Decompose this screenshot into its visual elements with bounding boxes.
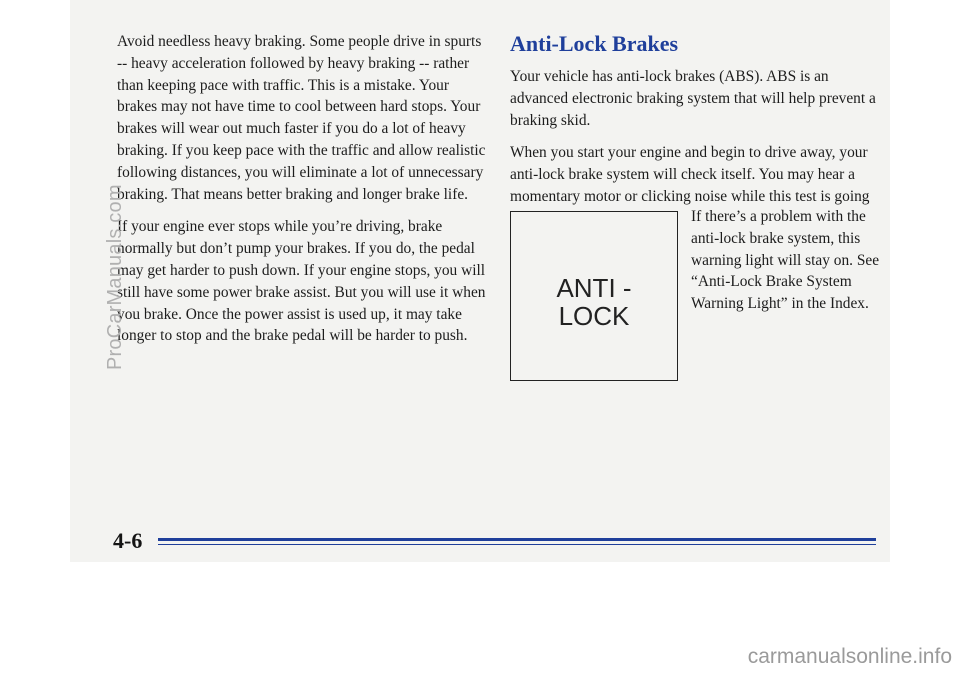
bottom-watermark: carmanualsonline.info	[747, 645, 952, 668]
side-watermark: ProCarManuals.com	[104, 184, 126, 370]
warning-light-description: If there’s a problem with the anti-lock brake system, this warning light will stay on. See “Anti-Lock Brake System Warning Light” in the Index.	[691, 208, 880, 313]
abs-intro-paragraph: Your vehicle has anti-lock brakes (ABS). ABS is an advanced electronic braking system that will help prevent a braking skid.	[510, 68, 876, 129]
footer-rule-thick	[158, 538, 876, 541]
abs-selfcheck-paragraph: When you start your engine and begin to drive away, your anti-lock brake system will check itself. You may hear a momentary motor or clicking noise while this test is going	[510, 144, 870, 205]
footer-rule-thin	[158, 544, 876, 545]
page-number: 4-6	[113, 528, 143, 553]
warning-light-line-1: ANTI -	[556, 273, 632, 303]
section-heading: Anti-Lock Brakes	[510, 31, 679, 56]
engine-stop-paragraph: If your engine ever stops while you’re driving, brake normally but don’t pump your brakes. If you do, the pedal may get harder to push down. If your engine stops, you will still have some power brake assist. But you will use it when you brake. Once the power assist is used up, it may take longer to stop and the brake pedal will be harder to push.	[117, 218, 486, 345]
warning-light-label	[556, 274, 631, 330]
warning-light-line-2: LOCK	[558, 301, 630, 331]
braking-advice-paragraph: Avoid needless heavy braking. Some people drive in spurts -- heavy acceleration followed by heavy braking -- rather than keeping pace with traffic. This is a mistake. Your brakes may not have time to cool between hard stops. Your brakes will wear out much faster if you do a lot of heavy braking. If you keep pace with the traffic and allow realistic following distances, you will eliminate a lot of unnecessary braking. That means better braking and longer brake life.	[117, 33, 486, 203]
anti-lock-warning-light-icon	[510, 211, 678, 381]
left-column	[117, 31, 487, 358]
